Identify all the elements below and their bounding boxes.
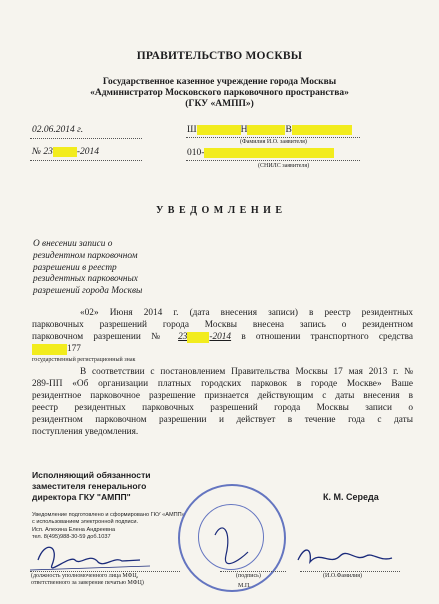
government-title: ПРАВИТЕЛЬСТВО МОСКВЫ [136, 50, 303, 62]
paragraph2-line1: В соответствии с постановлением Правительства Москвы 17 мая 2013 г. № [80, 367, 413, 377]
applicant-name-field: Ш Н В [187, 125, 352, 135]
position-underline [30, 571, 180, 572]
paragraph1-line4: 177 [32, 344, 81, 355]
paragraph1-line1: «02» Июня 2014 г. (дата внесения записи) в реестр резидентных [80, 308, 413, 318]
number-suffix: -2014 [76, 147, 100, 157]
seal-place-label: М.П. [238, 583, 251, 589]
name-caption: (Фамилия И.О. заявителя) [240, 139, 307, 145]
org-name-line1: Государственное казенное учреждение города Москвы [102, 77, 337, 87]
notice-subject: О внесении записи о резидентном парковочном разрешении в реестр резидентных парковочных разрешений города Москвы [33, 239, 143, 297]
reg-number-caption: государственный регистрационный знак [32, 357, 136, 363]
paragraph2-line4: реестр резидентных парковочных разрешений города Москвы записи о [32, 403, 413, 413]
snils-caption: (СНИЛС заявителя) [258, 163, 310, 169]
paragraph2-line5: резидентном парковочном разрешении и действует в течение года с даты [32, 415, 413, 425]
prepared-by-note: Уведомление подготовлено и сформировано ГКУ «АМПП» с использованием электронной подписи. Исп. Алехина Елена Андреевна тел. 8(495)988-30-59 доб.1037 [32, 512, 185, 541]
signature-caption: (подпись) [236, 573, 261, 579]
paragraph2-line3: резидентное парковочное разрешение признается действующим с даты внесения в [32, 391, 413, 401]
fio-caption: (И.О.Фамилия) [323, 573, 363, 579]
mfc-position-caption: (должность уполномоченного лица МФЦ, ответственного за заверение печатью МФЦ) [31, 573, 144, 586]
signatory-name: К. М. Середа [323, 492, 379, 502]
fio-underline [300, 571, 400, 572]
paragraph1-line3: парковочном разрешении № 23 -2014 в отношении транспортного средства [32, 332, 414, 342]
paragraph2-line6: поступления уведомления. [32, 427, 139, 437]
org-name-line2: «Администратор Московского парковочного пространства» [90, 88, 349, 98]
org-name-line3: (ГКУ «АМПП») [185, 99, 254, 109]
paragraph2-line2: 289-ПП «Об организации платных городских парковок в городе Москве» Ваше [32, 379, 413, 389]
document-date: 02.06.2014 г. [32, 125, 84, 135]
snils-field: 010- [187, 148, 334, 158]
signatory-position: Исполняющий обязанности заместителя генерального директора ГКУ "АМПП" [32, 470, 151, 502]
number-prefix: № 23 [32, 147, 53, 157]
signature-underline [220, 571, 286, 572]
notice-title: У В Е Д О М Л Е Н И Е [155, 205, 284, 216]
paragraph1-line2: парковочных разрешений города Москвы внесена запись о резидентном [32, 320, 413, 330]
